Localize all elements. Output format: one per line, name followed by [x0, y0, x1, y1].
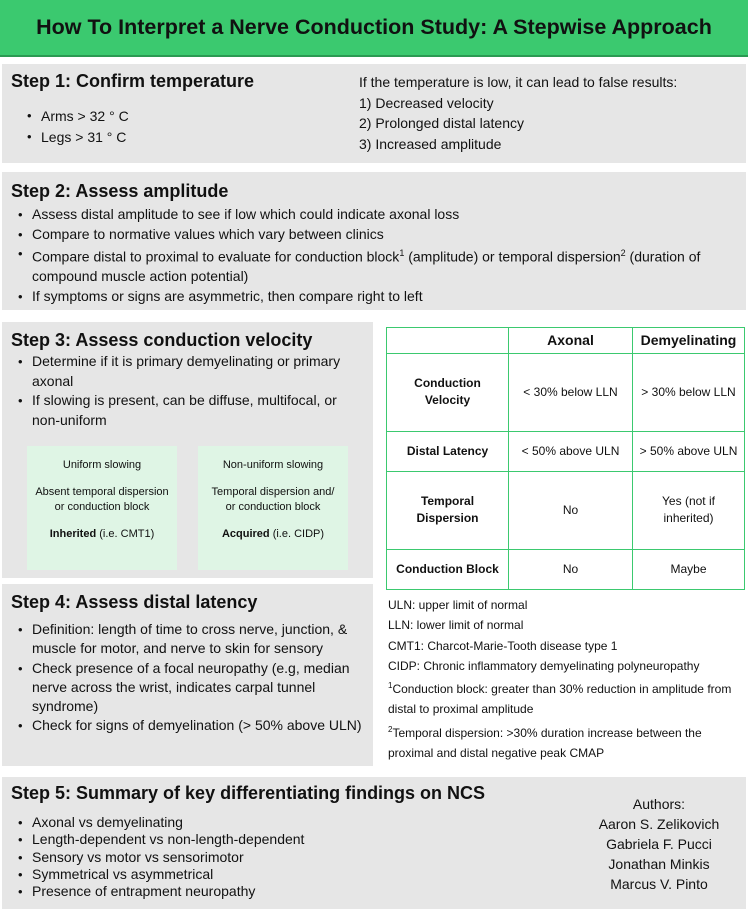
row-label: Distal Latency: [387, 431, 509, 471]
demyelinating-cell: > 50% above ULN: [633, 431, 745, 471]
list-item: • Assess distal amplitude to see if low which could indicate axonal loss: [13, 205, 737, 225]
axonal-cell: < 30% below LLN: [509, 354, 633, 432]
box-heading: Non-uniform slowing: [222, 459, 324, 471]
list-item: • Legs > 31 ° C: [22, 127, 322, 148]
abbr-lln: LLN: lower limit of normal: [388, 618, 524, 633]
box-conclusion-bold: Inherited: [49, 528, 97, 540]
box-heading: Uniform slowing: [62, 459, 142, 471]
footnote-mark: 1: [399, 248, 405, 258]
note-line: If the temperature is low, it can lead to false results:: [359, 74, 678, 90]
list-item: • Determine if it is primary demyelinating or primary axonal: [13, 352, 353, 391]
list-item: • Definition: length of time to cross nerve, junction, & muscle for motor, and nerve to skin for sensory: [13, 620, 363, 659]
step3-panel: [2, 322, 373, 578]
authors-heading: Authors:: [632, 796, 686, 812]
step3-bullets: [13, 352, 353, 430]
row-label: Conduction Velocity: [387, 354, 509, 432]
box-conclusion: [27, 527, 177, 542]
demyelinating-cell: > 30% below LLN: [633, 354, 745, 432]
bullet-text: (duration of compound muscle action potential): [32, 248, 701, 285]
step4-bullets: [13, 620, 363, 736]
step5-title: Step 5: Summary of key differentiating findings on NCS: [11, 783, 486, 803]
note-line: 3) Increased amplitude: [359, 135, 502, 152]
note-line: 1) Decreased velocity: [359, 94, 494, 111]
abbr-uln: ULN: upper limit of normal: [388, 598, 528, 612]
header-cell: Axonal: [509, 328, 633, 354]
nonuniform-slowing-box: [198, 446, 348, 570]
footnote-mark: 1: [388, 681, 393, 691]
bullet-text: Compare distal to proximal to evaluate for conduction block: [32, 248, 400, 265]
list-item: • Arms > 32 ° C: [22, 106, 322, 127]
list-item: [13, 244, 737, 287]
page-title: How To Interpret a Nerve Conduction Study: A Stepwise Approach: [36, 15, 712, 39]
box-text: Temporal dispersion and/ or conduction block: [211, 486, 335, 513]
box-conclusion-rest: (i.e. CMT1): [96, 528, 155, 540]
footnote-text: Temporal dispersion: >30% duration increase between the proximal and distal negative peak CMAP: [388, 725, 702, 761]
axonal-cell: No: [509, 549, 633, 589]
bullet-text: (amplitude) or temporal dispersion: [404, 248, 621, 265]
demyelinating-cell: Maybe: [633, 549, 745, 589]
footnote-temporal-dispersion: [388, 720, 744, 764]
abbr-cidp: CIDP: Chronic inflammatory demyelinating polyneuropathy: [388, 658, 700, 673]
comparison-table: [386, 327, 745, 590]
header-cell: [387, 328, 509, 354]
author-name: Aaron S. Zelikovich: [598, 816, 720, 832]
step1-panel: [2, 64, 746, 163]
demyelinating-cell: Yes (not if inherited): [633, 471, 745, 549]
footnote-conduction-block: [388, 676, 744, 720]
table-row: [387, 431, 745, 471]
row-label: Conduction Block: [387, 549, 509, 589]
step4-panel: [2, 584, 373, 766]
table-row: [387, 471, 745, 549]
list-item: • If symptoms or signs are asymmetric, then compare right to left: [13, 287, 737, 307]
step2-bullets: [13, 205, 737, 306]
step5-bullets: [13, 814, 413, 900]
step4-title: Step 4: Assess distal latency: [11, 592, 258, 612]
box-conclusion-rest: (i.e. CIDP): [269, 528, 325, 540]
footnote-mark: 2: [388, 724, 393, 734]
footnote-text: Conduction block: greater than 30% reduction in amplitude from distal to proximal amplitude: [388, 682, 732, 717]
footnote-mark: 2: [620, 248, 626, 258]
author-name: Marcus V. Pinto: [610, 876, 708, 892]
list-item: • Length-dependent vs non-length-dependent: [13, 831, 413, 848]
list-item: • Compare to normative values which vary between clinics: [13, 225, 737, 245]
list-item: • Check for signs of demyelination (> 50% above ULN): [13, 716, 363, 735]
step1-bullets: [22, 106, 322, 147]
box-text: Absent temporal dispersion or conduction block: [35, 486, 169, 513]
list-item: • Check presence of a focal neuropathy (e.g, median nerve across the wrist, indicates carpal tunnel syndrome): [13, 659, 363, 717]
list-item: • Axonal vs demyelinating: [13, 814, 413, 831]
abbr-cmt1: CMT1: Charcot-Marie-Tooth disease type 1: [388, 638, 618, 653]
step2-title: Step 2: Assess amplitude: [11, 181, 229, 201]
list-item: • Presence of entrapment neuropathy: [13, 883, 413, 900]
list-item: • If slowing is present, can be diffuse, multifocal, or non-uniform: [13, 391, 353, 430]
row-label: Temporal Dispersion: [387, 471, 509, 549]
authors: [559, 794, 748, 894]
box-conclusion: [198, 527, 348, 542]
author-name: Gabriela F. Pucci: [606, 836, 712, 852]
step5-panel: [2, 777, 746, 909]
step1-title: Step 1: Confirm temperature: [11, 71, 255, 91]
table-row: [387, 549, 745, 589]
table-header-row: [387, 328, 745, 354]
list-item: • Sensory vs motor vs sensorimotor: [13, 849, 413, 866]
header-cell: Demyelinating: [633, 328, 745, 354]
table-row: [387, 354, 745, 432]
uniform-slowing-box: [27, 446, 177, 570]
axonal-cell: No: [509, 471, 633, 549]
step2-panel: [2, 172, 746, 310]
box-conclusion-bold: Acquired: [221, 528, 270, 540]
axonal-cell: < 50% above ULN: [509, 431, 633, 471]
list-item: • Symmetrical vs asymmetrical: [13, 866, 413, 883]
step3-title: Step 3: Assess conduction velocity: [11, 330, 313, 350]
title-banner: [0, 0, 748, 57]
author-name: Jonathan Minkis: [608, 856, 710, 872]
step1-note: [359, 72, 677, 154]
note-line: 2) Prolonged distal latency: [359, 115, 524, 131]
abbreviations: [388, 595, 744, 763]
